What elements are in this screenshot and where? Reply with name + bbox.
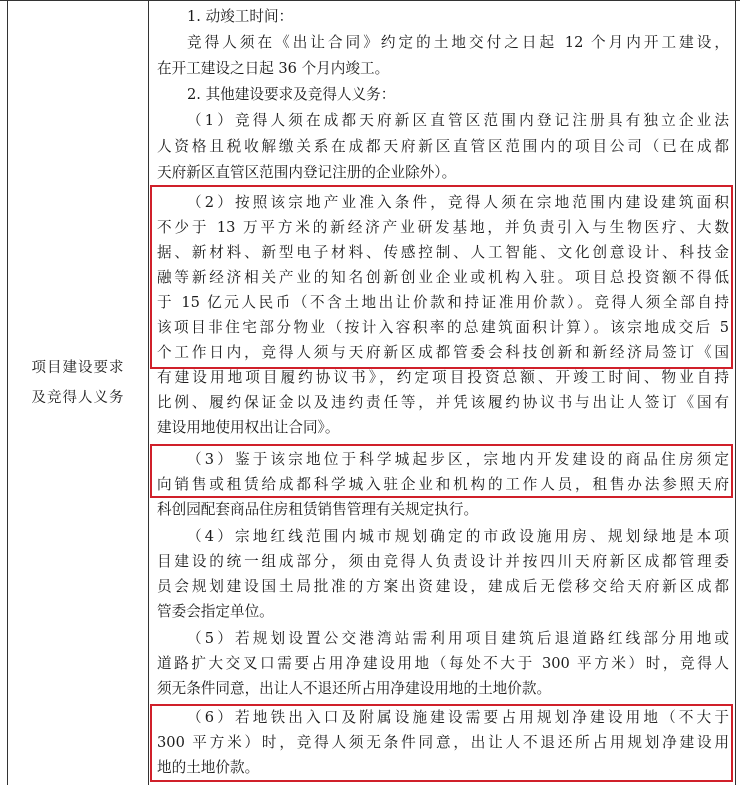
text-line: 人资格且税收解缴关系在成都天府新区直管区范围内的项目公司（已在成都 — [157, 138, 729, 155]
text-line: 天府新区直管区范围内登记注册的企业除外）。 — [157, 164, 457, 181]
text-line: 1. 动竣工时间： — [187, 8, 294, 25]
text-line: （2）按照该宗地产业准入条件，竞得人须在宗地范围内建设建筑面积 — [187, 194, 729, 211]
row-label-line-2: 及竞得人义务 — [31, 390, 125, 406]
text-line: 建设用地使用权出让合同》。 — [157, 419, 340, 436]
text-line: 须无条件同意，出让人不退还所占用净建设用地的土地价款。 — [157, 680, 552, 697]
text-line: 个工作日内，竞得人须与天府新区成都管委会科技创新和新经济局签订《国 — [157, 344, 729, 361]
text-line: 道路扩大交叉口需要占用净建设用地（每处不大于 300 平方米）时，竞得人 — [157, 655, 729, 672]
text-line: 在开工建设之日起 36 个月内竣工。 — [157, 60, 390, 77]
highlight-box-item-2 — [150, 185, 733, 369]
text-line: 管委会指定单位。 — [157, 603, 274, 620]
table-column-divider — [148, 1, 149, 785]
text-line: 比例、履约保证金以及违约责任等，并凭该履约协议书与出让人签订《国有 — [157, 394, 729, 411]
row-label-line-1: 项目建设要求 — [31, 360, 125, 376]
text-line: （1）竞得人须在成都天府新区直管区范围内登记注册具有独立企业法 — [187, 112, 729, 129]
highlight-box-item-3 — [150, 444, 733, 498]
text-line: 2. 其他建设要求及竞得人义务： — [187, 86, 396, 103]
text-line: 科创园配套商品住房租赁销售管理有关规定执行。 — [157, 501, 479, 518]
text-line: 竞得人须在《出让合同》约定的土地交付之日起 12 个月内开工建设， — [187, 34, 729, 51]
text-line: 目建设的统一组成部分，须由竞得人负责设计并按四川天府新区成都管理委 — [157, 553, 729, 570]
text-line: 地的土地价款。 — [157, 759, 260, 776]
text-line: （6）若地铁出入口及附属设施建设需要占用规划净建设用地（不大于 — [187, 709, 729, 726]
text-line: 该项目非住宅部分物业（按计入容积率的总建筑面积计算）。该宗地成交后 5 — [157, 319, 729, 336]
text-line: 据、新材料、新型电子材料、传感控制、人工智能、文化创意设计、科技金 — [157, 244, 729, 261]
text-line: （4）宗地红线范围内城市规划确定的市政设施用房、规划绿地是本项 — [187, 528, 729, 545]
text-line: 有建设用地项目履约协议书》，约定项目投资总额、开竣工时间、物业自持 — [157, 369, 729, 386]
table-border-right — [735, 1, 736, 785]
text-line: 向销售或租赁给成都科学城入驻企业和机构的工作人员，租售办法参照天府 — [157, 476, 729, 493]
text-line: （5）若规划设置公交港湾站需利用项目建筑后退道路红线部分用地或 — [187, 630, 729, 647]
row-label-cell — [8, 353, 148, 413]
text-line: 300 平方米）时，竞得人须无条件同意，出让人不退还所占用规划净建设用 — [157, 734, 729, 751]
text-line: 员会规划建设国土局批准的方案出资建设，建成后无偿移交给天府新区成都 — [157, 578, 729, 595]
text-line: 于 15 亿元人民币（不含土地出让价款和持证准用价款）。竞得人须全部自持 — [157, 294, 729, 311]
text-line: 不少于 13 万平方米的新经济产业研发基地，并负责引入与生物医疗、大数 — [157, 219, 729, 236]
text-line: （3）鉴于该宗地位于科学城起步区，宗地内开发建设的商品住房须定 — [187, 451, 729, 468]
highlight-box-item-6 — [150, 704, 733, 782]
text-line: 融等新经济相关产业的知名创新创业企业或机构入驻。项目总投资额不得低 — [157, 269, 729, 286]
